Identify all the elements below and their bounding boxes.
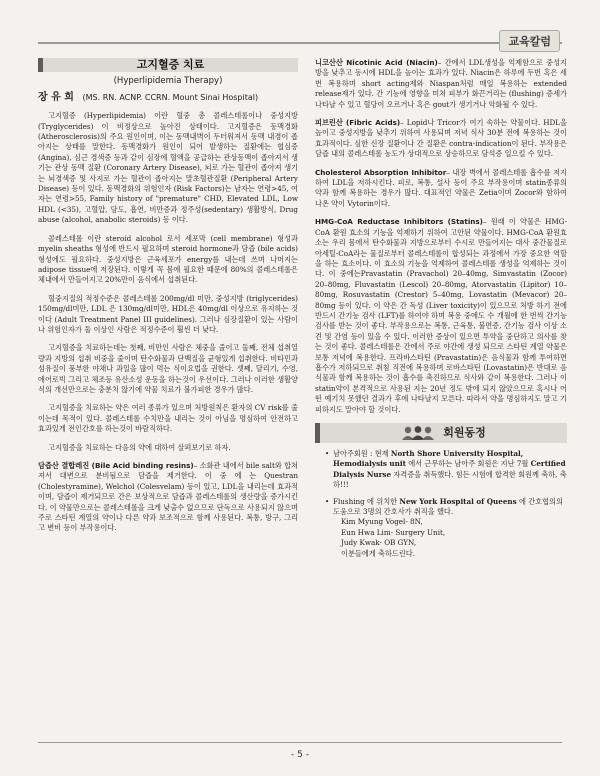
drug-text: – 소화관 내에서 bile salt와 합쳐져서 대변으로 분비됨으로 담즙을 제거한다. 이 중 에 는 Questran (Cholestyramine), Welchol (Colesvelam) 등이 있고, LDL을 내리는데 효과적이며, 담즙이 제거되므로 간은 보상적으로 담즙과 콜레스테롤의 생산량을 증가시킨다. 이 약물만으로는 콜레스테롤을 크게 낮출수 없으므로 단독으로 사용되지 않으며 주로 스타틴 계열의 약이나 다른 약과 보조적으로 함께 사용된다. 복통, 방구, 그리고 변비 등이 부작용이다. (38, 461, 298, 533)
author-line (38, 93, 298, 103)
member-news-list (315, 449, 567, 559)
drug-section (315, 217, 567, 415)
item-bold: Certified Dialysis Nurse (333, 459, 566, 479)
drug-section (315, 168, 567, 210)
article-subtitle: (Hyperlipidemia Therapy) (113, 76, 223, 87)
author-credentials: (MS. RN. ACNP. CCRN. Mount Sinai Hospital) (82, 92, 259, 102)
left-column (38, 58, 298, 542)
item-text: 에 간호협의의 도움으로 3명의 간호사가 취직을 했다. (333, 496, 563, 517)
member-news-title: 회원동정 (443, 425, 486, 439)
drug-text: – Lopid나 Tricor가 여기 속하는 약물이다. HDL을 높이고 중성지방을 낮추기 위하여 사용되며 저녁 식사 30분 전에 복용하는 것이 효과적이다. 심한 신장 질환이나 간 질환은 contra-indication이 된다. 부작용은 담즙 내의 콜레스테롤 농도가 상대적으로 상승하므로 담석증 일으킬 수 있다. (315, 118, 567, 159)
paragraph: 고지혈증을 치료하는 약은 여러 종류가 있으며 처방원칙은 환자의 CV risk를 줄이는데 목적이 있다. 콜레스테롤 수치만을 내리는 것이 아님을 명심하여 안전하고 효과있게 전인간호를 하는것이 바람직하다. (38, 403, 298, 434)
page-number: - 5 - (291, 750, 309, 760)
paragraph: 고지혈증을 치료하는데는 첫째, 비만인 사람은 체중을 줄이고 둘째, 전체 섭취열량과 지방의 섭취 비중을 줄이며 탄수화물과 단백질을 균형있게 섭취한다. 비타민과 섬유질이 풍부한 야채나 과일을 많이 먹는 식이요법을 권한다. 셋째, 달리기, 수영, 에어로빅 그리고 체조등 유산소성 운동을 하는것이 우선이다. 그러나 이러한 생활양식의 개선만으로는 충분치 않기에 약물 치료가 불가피한 경우가 많다. (38, 343, 298, 394)
article-title-box (38, 58, 298, 72)
paragraph: 고지혈증을 치료하는 다음의 약에 대하여 살펴보기로 하자. (48, 442, 231, 452)
item-text: 남아주회원 : 현재 (333, 449, 391, 458)
footer-rule (38, 742, 562, 743)
staff-note: 이분들에게 축하드린다. (341, 548, 416, 558)
staff-name: Kim Myung Vogel- 8N, (341, 517, 423, 527)
item-text: 자격증을 취득했다. 힘든 시험에 합격한 회원께 축하, 축하!!! (333, 469, 567, 490)
drug-heading: 피브린산 (Fibric Acids) (315, 118, 401, 128)
staff-name: Judy Kwak- OB GYN, (341, 538, 417, 548)
drug-heading: HMG-CoA Reductase Inhibitors (Statins) (315, 217, 483, 227)
item-text: 에서 근무하는 남아주 회원은 지난 7월 (405, 459, 531, 469)
paragraph: 고지혈증 (Hyperlipidemia) 이란 혈중 총 콜레스테롤이나 중성지방 (Tryglycerides) 이 비정상으로 높아진 상태이다. 고지혈증은 동맥경화 (Atherosclerosis)의 주요 원인이며, 이는 동맥내벽이 두터워져서 동맥 내경이 좁아지는 상태를 말한다. 동맥경화가 원인이 되어 발생하는 질환에는 협심증 (Angina), 심근 경색증 등과 같이 심장에 혈액을 공급하는 관상동맥이 좁아져서 생기는 관상 동맥 질환 (Coronary Artery Disease), 뇌로 가는 혈관이 좁아져 생기는 뇌경색증 및 사지로 가는 혈관이 좁아지는 말초혈관질환 (Peripheral Artery Disease) 등이 있다. 동맥경화의 위험인자 (Risk Factors)는 남자는 연령>45, 여자는 연령>55, Family history of "premature" CHD, Elevated LDL, Low HDL (<35), 고혈압, 담도, 흡연, 비만증과 정주성(sedentary) 생활방식, Drug abuse (alcohol, anabolic steroids) 등 이다. (38, 111, 298, 225)
drug-section (38, 461, 298, 534)
section-label: 교육칼럼 (499, 30, 560, 52)
article-title: 고지혈증 치료 (136, 58, 205, 71)
drug-text: – 간에서 LDL생성을 억제함으로 중성지방을 낮추고 동시에 HDL을 높이는 효과가 있다. Niacin은 하루에 두번 혹은 세 번 복용하며 short acting제와 Niaspan처럼 매일 복용하는 extended release제가 있다. 간 기능에 영향을 미쳐 피부가 화끈거리는 (flushing) 증세가 나타날 수 있고 혈당이 오르거나 혹은 gout가 생기거나 악화될 수 있다. (315, 58, 568, 109)
drug-section (315, 58, 567, 110)
list-item (325, 449, 567, 491)
drug-section (315, 118, 567, 160)
header-rule (38, 42, 562, 44)
drug-text: – 원래 이 약물은 HMG-CoA 환원 효소의 기능을 억제하기 위하여 고안된 약물이다. HMG-CoA 환원효소는 우리 몸에서 탄수화물과 지방으로부터 수시로 만들어지는 대사 중간물질로 아세틸-CoA라는 물질로부터 콜레스테롤이 합성되는 과정에서 가장 중요한 역할을 하는 효소이다. 이 효소의 기능을 억제하여 콜레스테롤 생성을 억제하는 것이다. 이 중에는Pravastatin (Pravachol) 20–40mg, Simvastatin (Zocor) 20–80mg, Fluvastatin (Lescol) 20–80mg, Atorvastatin (Lipitor) 10–80mg, Rosuvastatin (Crestor) 5–40mg, Lovastatin (Mevacor) 20–80mg 등이 있다. 이 약은 간 독성 (Liver toxicity)이 있으므로 처방 하기 전에 반드시 간기능 검사 (LFT)를 하여야 하며 복용 중에도 수 개월에 한 번씩 간기능 검사를 받는 것이 좋다. 부작용으로는 복통, 근육통, 불면증, 간기능 검사 이상 소견 및 간염 등이 있을 수 있다. 이러한 증상이 있으면 투약을 중단하고 의사를 찾는 것이 좋다. 콜레스테롤은 간에서 주로 야간에 생성 되므로 스타틴 계열 약물은 보통 저녁에 복용한다. 프라바스타틴 (Pravastatin)은 음식물과 함께 투여하면 흡수가 저하되므로 취침 직전에 복용하며 로바스타틴 (Lovastatin)은 반대로 음식물과 함께 복용하는 것이 흡수를 촉진하므로 식사와 같이 복용한다. 그러나 이 statin약이 본격적으로 사용된 지는 20년 정도 밖에 되지 않았으므로 혹시나 어떤 예기치 못했던 결과가 후에 나타날지 모른다. 따라서 약을 명심하지도 말고 기피하지도 말아야 할 것이다. (315, 217, 567, 414)
staff-name: Eun Hwa Lim- Surgery Unit, (341, 527, 446, 537)
members-group-icon (401, 425, 435, 441)
author-name: 장 유 희 (38, 91, 74, 103)
item-bold: North Shore University Hospital, Hemodialysis unit (333, 449, 524, 469)
paragraph: 혈중지질의 적정수준은 콜레스테롤 200mg/dl 미만, 중성지방 (triglycerides) 150mg/dl미만, LDL 은 130mg/dl미만, HDL은 40mg/dl 이상으로 유지하는 것이다 (Adult Treatment Panel III guidelines). 그러나 심장질환이 있는 사람이나 위험인자가 둘 이상인 사람은 적정수준이 훨씬 더 낮다. (38, 293, 298, 334)
drug-heading: 담즙산 결합레진 (Bile Acid binding resins) (38, 461, 194, 470)
drug-text: – 내장 벽에서 콜레스테롤 흡수를 저지하여 LDL을 저하시킨다. 피로, 복통, 설사 등이 주요 부작용이며 statin종류의 약과 함께 복용하는 경우가 많다. 대표적인 약물은 Zetia이며 Zocor와 함하여 나온 약이 Vytorin이다. (315, 167, 567, 208)
item-text: Flushing 에 위치한 (333, 496, 400, 506)
drug-heading: Cholesterol Absorption Inhibitor (315, 167, 447, 177)
item-bold: New York Hospital of Queens (399, 496, 517, 506)
right-column (315, 58, 567, 565)
member-news-header (315, 423, 567, 443)
drug-heading: 니코산산 Nicotinic Acid (Niacin) (315, 58, 438, 67)
paragraph: 콜레스테롤 이란 steroid alcohol 로서 세포막 (cell membrane) 형성과 myelin sheaths 형성에 반드시 필요하며 steroid hormone과 담즙 (bile acids) 형성에도 필요하다. 중성지방은 근육세포가 energy를 내는데 쓰며 나머지는 adipose tissue에 저장된다. 이렇게 꼭 몸에 필요한 때문에 80%의 콜레스테롤은 체내에서 만들어지고 20%만이 음식에서 섭취된다. (38, 233, 298, 285)
member-news (315, 423, 567, 559)
list-item (325, 497, 567, 559)
